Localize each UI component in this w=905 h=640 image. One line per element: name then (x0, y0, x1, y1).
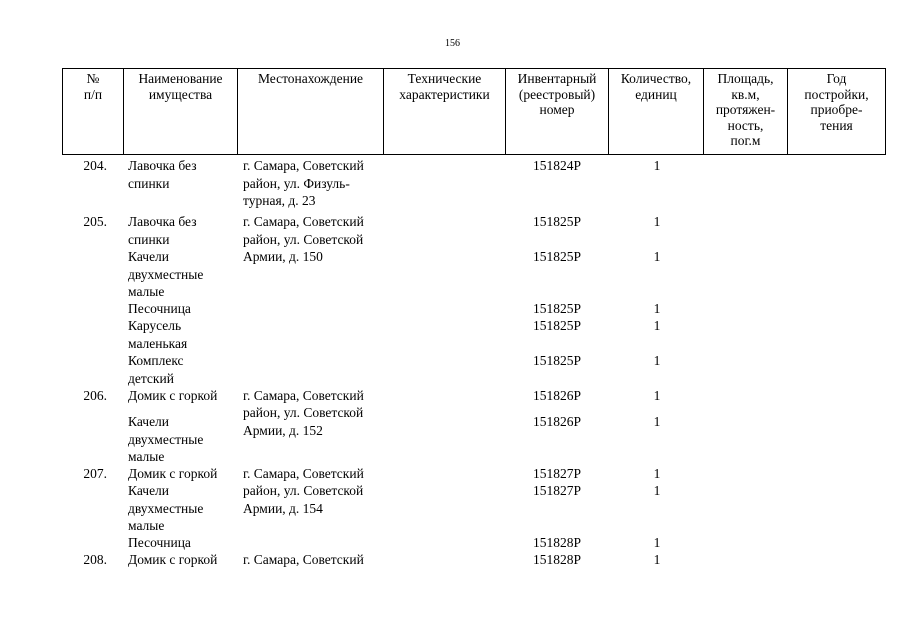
quantity: 1 (653, 318, 661, 333)
quantity: 1 (653, 552, 661, 567)
item-name: Качели двухместные малые (128, 249, 204, 299)
inventory-number: 151827Р (532, 466, 581, 481)
item-name: Лавочка без спинки (128, 158, 197, 191)
inventory-number: 151828Р (532, 535, 581, 550)
item-location: район, ул. Советской Армии, д. 154 (243, 483, 364, 516)
quantity: 1 (653, 388, 661, 403)
row-number: 204. (83, 158, 107, 173)
item-name: Лавочка без спинки (128, 214, 197, 247)
inventory-number: 151825Р (532, 249, 581, 264)
item-location: г. Самара, Советский (243, 552, 364, 567)
item-name: Домик с горкой (128, 552, 218, 567)
item-name: Качели двухместные малые (128, 414, 204, 464)
header-characteristics: Технические характеристики (384, 69, 506, 155)
header-number: № п/п (63, 69, 124, 155)
item-name: Песочница (128, 301, 191, 316)
item-name: Качели двухместные малые (128, 483, 204, 533)
quantity: 1 (653, 249, 661, 264)
row-number: 207. (83, 466, 107, 481)
table-header (62, 68, 886, 155)
item-location: Армии, д. 150 (243, 249, 323, 264)
row-number: 205. (83, 214, 107, 229)
inventory-number: 151825Р (532, 214, 581, 229)
inventory-number: 151827Р (532, 483, 581, 498)
header-inventory-number: Инвентарный (реестровый) номер (506, 69, 609, 155)
item-name: Карусель маленькая (128, 318, 188, 351)
inventory-number: 151826Р (532, 414, 581, 429)
quantity: 1 (653, 158, 661, 173)
inventory-number: 151825Р (532, 353, 581, 368)
inventory-number: 151826Р (532, 388, 581, 403)
header-quantity: Количество, единиц (609, 69, 704, 155)
inventory-number: 151825Р (532, 301, 581, 316)
item-location: г. Самара, Советский район, ул. Советской (243, 214, 364, 247)
quantity: 1 (653, 483, 661, 498)
header-location: Местонахождение (238, 69, 384, 155)
item-location: г. Самара, Советский (243, 466, 364, 481)
inventory-number: 151824Р (532, 158, 581, 173)
page-number: 156 (445, 38, 460, 49)
inventory-number: 151825Р (532, 318, 581, 333)
quantity: 1 (653, 466, 661, 481)
row-number: 206. (83, 388, 107, 403)
quantity: 1 (653, 535, 661, 550)
inventory-number: 151828Р (532, 552, 581, 567)
quantity: 1 (653, 301, 661, 316)
item-location: район, ул. Советской Армии, д. 152 (243, 405, 364, 438)
quantity: 1 (653, 214, 661, 229)
item-location: г. Самара, Советский район, ул. Физуль- турная, д. 23 (243, 158, 364, 208)
quantity: 1 (653, 414, 661, 429)
header-area: Площадь, кв.м, протяжен- ность, пог.м (704, 69, 788, 155)
item-name: Домик с горкой (128, 466, 218, 481)
item-location: г. Самара, Советский (243, 388, 364, 403)
quantity: 1 (653, 353, 661, 368)
item-name: Домик с горкой (128, 388, 218, 403)
item-name: Комплекс детский (128, 353, 184, 386)
row-number: 208. (83, 552, 107, 567)
item-name: Песочница (128, 535, 191, 550)
header-year: Год постройки, приобре- тения (788, 69, 886, 155)
header-name: Наименование имущества (124, 69, 238, 155)
